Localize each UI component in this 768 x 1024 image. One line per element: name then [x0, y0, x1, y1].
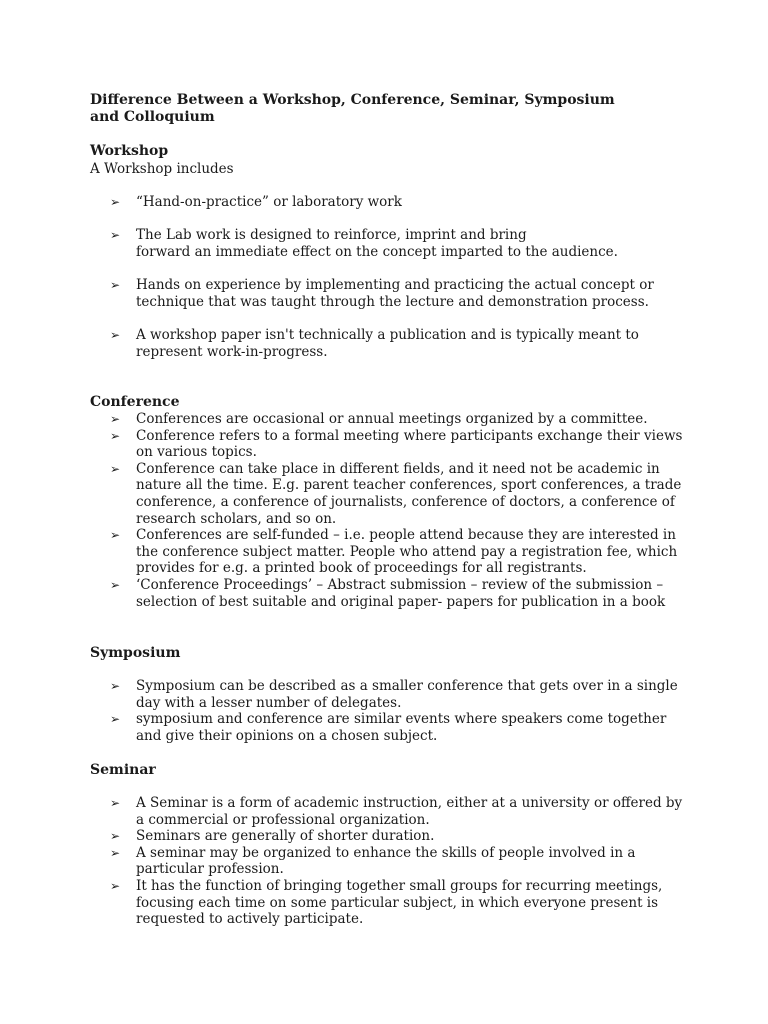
list-item-line: requested to actively participate. — [136, 911, 364, 928]
list-item — [110, 327, 736, 360]
arrow-bullet-icon: ➢ — [110, 845, 121, 860]
arrow-bullet-icon: ➢ — [110, 328, 121, 342]
list-item — [110, 828, 710, 845]
arrow-bullet-icon: ➢ — [110, 195, 121, 209]
arrow-bullet-icon: ➢ — [110, 679, 121, 693]
list-item-line: It has the function of bringing together small groups for recurring meetings, — [136, 877, 663, 894]
title-line: and Colloquium — [90, 109, 215, 125]
list-item — [110, 845, 710, 878]
list-item — [110, 461, 710, 527]
arrow-bullet-icon: ➢ — [110, 528, 121, 543]
list-item-line: Seminars are generally of shorter duration. — [136, 828, 435, 845]
list-item — [110, 194, 736, 211]
list-item-line: Conference can take place in different fields, and it need not be academic in — [136, 460, 660, 477]
arrow-bullet-icon: ➢ — [110, 412, 121, 426]
list-item-line: A workshop paper isn't technically a publication and is typically meant to — [136, 327, 639, 343]
list-item-line: selection of best suitable and original paper- papers for publication in a book — [136, 593, 666, 610]
arrow-bullet-icon: ➢ — [110, 461, 121, 476]
list-item-line: forward an immediate effect on the concept imparted to the audience. — [136, 243, 618, 260]
list-item — [110, 795, 710, 828]
arrow-bullet-icon: ➢ — [110, 577, 121, 592]
workshop-intro: A Workshop includes — [90, 161, 234, 177]
title-line: Difference Between a Workshop, Conference, Seminar, Symposium — [90, 92, 615, 108]
list-item — [110, 711, 710, 744]
list-item-line: research scholars, and so on. — [136, 510, 337, 527]
list-item — [110, 678, 710, 711]
arrow-bullet-icon: ➢ — [110, 712, 121, 727]
list-item-line: symposium and conference are similar events where speakers come together — [136, 711, 667, 728]
list-item-line: The Lab work is designed to reinforce, imprint and bring — [136, 227, 527, 243]
seminar-list — [110, 795, 710, 928]
arrow-bullet-icon: ➢ — [110, 228, 121, 242]
symposium-list — [110, 678, 710, 744]
list-item-line: and give their opinions on a chosen subject. — [136, 727, 438, 744]
list-item-line: “Hand-on-practice” or laboratory work — [136, 194, 402, 210]
list-item-line: Symposium can be described as a smaller conference that gets over in a single — [136, 678, 678, 694]
list-item-line: a commercial or professional organization. — [136, 811, 430, 828]
arrow-bullet-icon: ➢ — [110, 829, 121, 844]
list-item — [110, 428, 710, 461]
arrow-bullet-icon: ➢ — [110, 796, 121, 810]
workshop-heading: Workshop — [90, 143, 169, 159]
arrow-bullet-icon: ➢ — [110, 278, 121, 292]
seminar-heading: Seminar — [90, 762, 156, 778]
list-item-line: the conference subject matter. People who attend pay a registration fee, which — [136, 543, 678, 560]
list-item-line: A seminar may be organized to enhance the skills of people involved in a — [136, 844, 636, 861]
list-item-line: Conferences are self-funded – i.e. people attend because they are interested in — [136, 527, 676, 544]
list-item-line: Conference refers to a formal meeting where participants exchange their views — [136, 427, 683, 444]
list-item — [110, 878, 710, 928]
list-item-line: on various topics. — [136, 444, 257, 461]
list-item-line: provides for e.g. a printed book of proceedings for all registrants. — [136, 560, 587, 577]
list-item-line: ‘Conference Proceedings’ – Abstract submission – review of the submission – — [136, 576, 664, 593]
list-item-line: represent work-in-progress. — [136, 343, 328, 360]
list-item-line: conference, a conference of journalists, conference of doctors, a conference of — [136, 493, 675, 510]
conference-heading: Conference — [90, 394, 180, 410]
list-item-line: Conferences are occasional or annual meetings organized by a committee. — [136, 411, 648, 427]
list-item-line: particular profession. — [136, 861, 284, 878]
list-item — [110, 527, 710, 577]
list-item — [110, 277, 736, 310]
list-item-line: day with a lesser number of delegates. — [136, 694, 402, 711]
symposium-heading: Symposium — [90, 645, 181, 661]
list-item-line: A Seminar is a form of academic instruction, either at a university or offered by — [136, 795, 683, 811]
arrow-bullet-icon: ➢ — [110, 878, 121, 893]
document-title — [90, 92, 615, 126]
conference-list — [110, 411, 710, 610]
list-item-line: nature all the time. E.g. parent teacher conferences, sport conferences, a trade — [136, 477, 682, 494]
list-item-line: technique that was taught through the lecture and demonstration process. — [136, 293, 649, 310]
list-item-line: focusing each time on some particular subject, in which everyone present is — [136, 894, 659, 911]
arrow-bullet-icon: ➢ — [110, 428, 121, 443]
list-item-line: Hands on experience by implementing and practicing the actual concept or — [136, 277, 654, 293]
list-item — [110, 227, 736, 260]
list-item — [110, 411, 710, 428]
list-item — [110, 577, 710, 610]
